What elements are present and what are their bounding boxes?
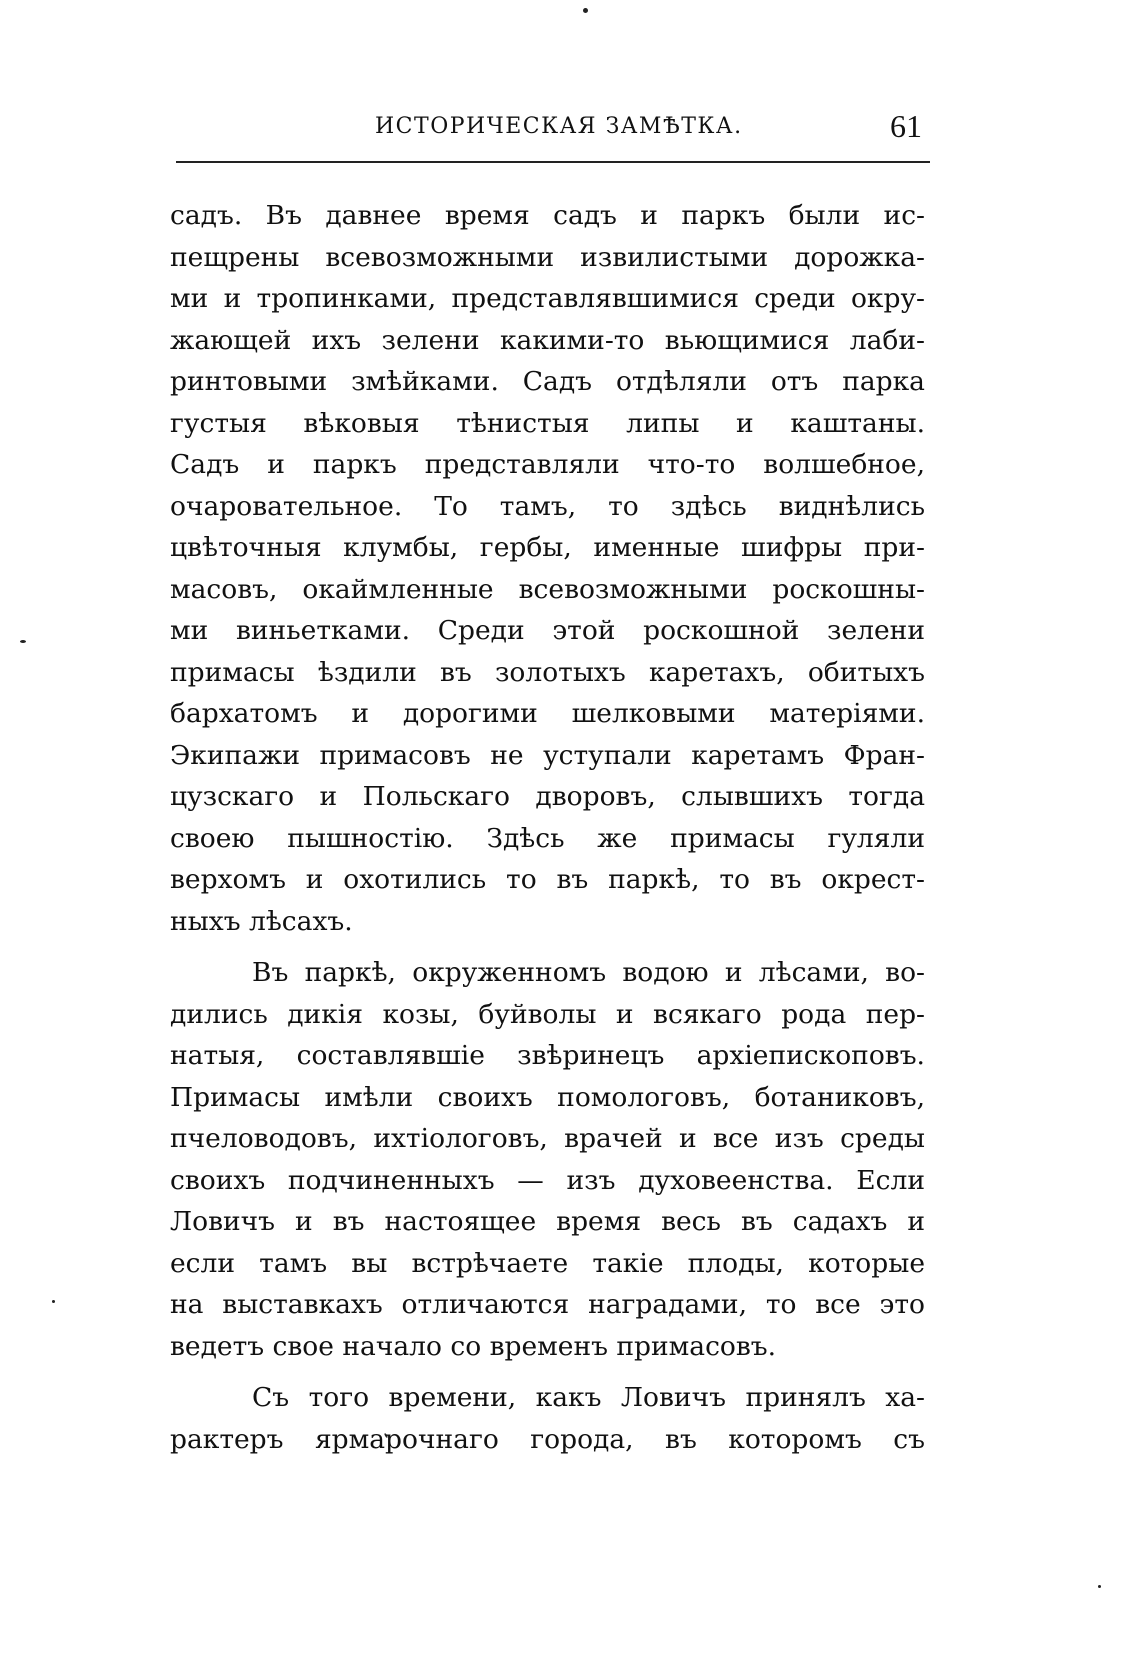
text-line: верхомъ и охотились то въ паркѣ, то въ окрест- — [170, 864, 925, 895]
text-line: цузскаго и Польскаго дворовъ, слывшихъ тогда — [170, 781, 925, 812]
page-number: 61 — [890, 108, 922, 144]
text-line: ми виньетками. Среди этой роскошной зелени — [170, 615, 925, 646]
text-line: Съ того времени, какъ Ловичъ принялъ ха- — [252, 1382, 925, 1413]
text-line: ныхъ лѣсахъ. — [170, 905, 353, 937]
text-line: жающей ихъ зелени какими-то вьющимися лаби- — [170, 324, 925, 356]
running-title: ИСТОРИЧЕСКАЯ ЗАМѢТКА. — [375, 114, 743, 139]
scan-speck — [583, 8, 588, 13]
text-line: своихъ подчиненныхъ — изъ духовеенства. Если — [170, 1164, 925, 1196]
scan-speck — [20, 640, 26, 643]
text-line: Ловичъ и въ настоящее время весь въ садахъ и — [170, 1206, 925, 1237]
text-line: цвѣточныя клумбы, гербы, именные шифры при- — [170, 532, 925, 563]
text-line: ми и тропинками, представлявшимися среди окру- — [170, 283, 925, 314]
text-line: пчеловодовъ, ихтіологовъ, врачей и все изъ среды — [170, 1123, 925, 1154]
scan-speck — [52, 1300, 55, 1303]
text-line: если тамъ вы встрѣчаете такіе плоды, которые — [170, 1247, 925, 1279]
text-line: садъ. Въ давнее время садъ и паркъ были ис- — [170, 200, 925, 231]
text-line: на выставкахъ отличаются наградами, то все это — [170, 1289, 925, 1320]
text-line: ведетъ свое начало со временъ примасовъ. — [170, 1330, 777, 1362]
text-line: масовъ, окаймленные всевозможными роскошны- — [170, 573, 925, 605]
text-line: Экипажи примасовъ не уступали каретамъ Фран- — [170, 739, 925, 771]
text-line: примасы ѣздили въ золотыхъ каретахъ, обитыхъ — [170, 656, 925, 688]
header-rule — [176, 161, 930, 163]
text-line: рактеръ ярмарочнаго города, въ которомъ съ — [170, 1423, 925, 1455]
body-text — [170, 195, 925, 1460]
text-line: своею пышностію. Здѣсь же примасы гуляли — [170, 822, 925, 854]
text-line: ринтовыми змѣйками. Садъ отдѣляли отъ парка — [170, 366, 925, 397]
text-line: густыя вѣковыя тѣнистыя липы и каштаны. — [170, 407, 925, 439]
page-header — [175, 108, 930, 154]
text-line: Примасы имѣли своихъ помологовъ, ботаниковъ, — [170, 1081, 925, 1113]
paragraph-gap — [170, 1367, 925, 1377]
text-line: Садъ и паркъ представляли что-то волшебное, — [170, 449, 925, 480]
scan-speck — [1098, 1585, 1101, 1588]
text-line: бархатомъ и дорогими шелковыми матеріями. — [170, 698, 925, 729]
text-line: пещрены всевозможными извилистыми дорожка- — [170, 241, 925, 273]
text-line: натыя, составлявшіе звѣринецъ архіепископовъ. — [170, 1040, 925, 1071]
text-line: очаровательное. То тамъ, то здѣсь виднѣлись — [170, 490, 925, 522]
paragraph-gap — [170, 942, 925, 952]
text-line: дились дикія козы, буйволы и всякаго рода пер- — [170, 998, 925, 1030]
text-line: Въ паркѣ, окруженномъ водою и лѣсами, во- — [252, 957, 925, 988]
